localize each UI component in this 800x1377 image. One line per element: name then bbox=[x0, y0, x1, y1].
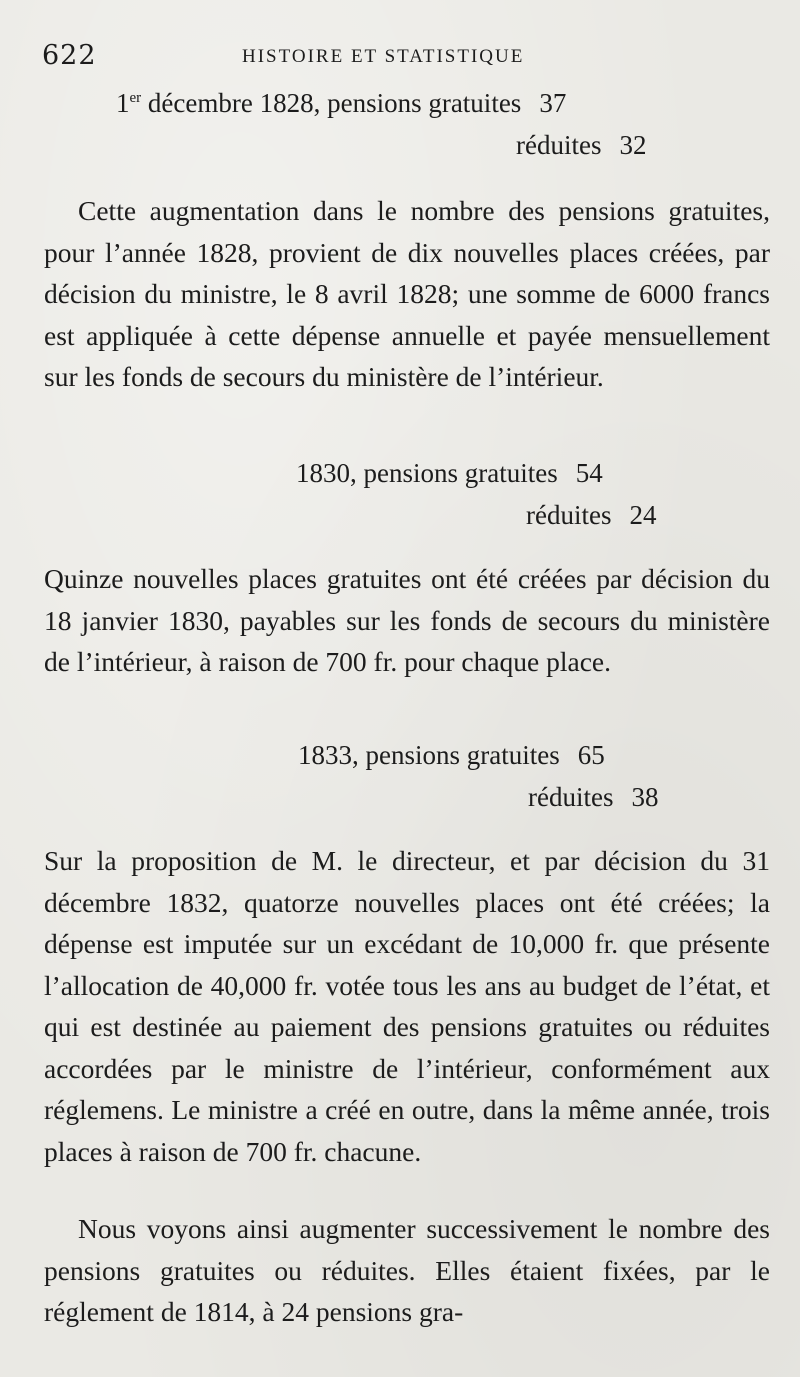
stat-1833-reduites-value: 38 bbox=[631, 782, 659, 812]
stat-1830-reduites-label: réduites bbox=[526, 500, 612, 530]
stat-1830-date: 1830, pensions gratuites bbox=[296, 458, 558, 488]
running-title: HISTOIRE ET STATISTIQUE bbox=[242, 46, 525, 67]
stat-1828-gratuites-line bbox=[116, 88, 599, 119]
paragraph-4: Nous voyons ainsi augmenter successivement le nombre des pensions gratuites ou réduites. Elles étaient fixées, par le réglement de 1814, à 24 pensions gra- bbox=[44, 1213, 770, 1327]
stat-1830-gratuites-value: 54 bbox=[575, 458, 603, 488]
stat-1828-reduites-value: 32 bbox=[619, 130, 647, 160]
stat-1828-reduites-label: réduites bbox=[516, 130, 602, 160]
stat-1833-gratuites-value: 65 bbox=[577, 740, 605, 770]
stat-1828-gratuites-value: 37 bbox=[539, 88, 567, 118]
stat-1830-reduites-value: 24 bbox=[629, 500, 657, 530]
stat-1833-gratuites-line bbox=[298, 740, 638, 771]
running-head bbox=[42, 40, 762, 80]
paragraph-1: Cette augmentation dans le nombre des pensions gratuites, pour l’année 1828, provient de dix nouvelles places créées, par décision du ministre, le 8 avril 1828; une somme de 6000 francs est appliquée à cette dépense annuelle et payée mensuellement sur les fonds de secours du ministère de l’intérieur. bbox=[44, 195, 770, 392]
stat-1833-date: 1833, pensions gratuites bbox=[298, 740, 560, 770]
stat-1830-reduites-line bbox=[526, 500, 689, 531]
stat-1833-reduites-line bbox=[528, 782, 691, 813]
stat-1828-reduites-line bbox=[516, 130, 679, 161]
page-number: 622 bbox=[42, 40, 97, 71]
stat-1833-reduites-label: réduites bbox=[528, 782, 614, 812]
paragraph-3: Sur la proposition de M. le directeur, et par décision du 31 décembre 1832, quatorze nouvelles places ont été créées; la dépense est imputée sur un excédant de 10,000 fr. que présente l’allocation de 40,000 fr. votée tous les ans au budget de l’état, et qui est destinée au paiement des pensions gratuites ou réduites accordées par le ministre de l’intérieur, conformément aux réglemens. Le ministre a créé en outre, dans la même année, trois places à raison de 700 fr. chacune. bbox=[44, 845, 770, 1167]
paragraph-2: Quinze nouvelles places gratuites ont été créées par décision du 18 janvier 1830, payables sur les fonds de secours du ministère de l’intérieur, à raison de 700 fr. pour chaque place. bbox=[44, 563, 770, 677]
stat-1830-gratuites-line bbox=[296, 458, 636, 489]
stat-1828-date: 1er décembre 1828, pensions gratuites bbox=[116, 88, 522, 118]
